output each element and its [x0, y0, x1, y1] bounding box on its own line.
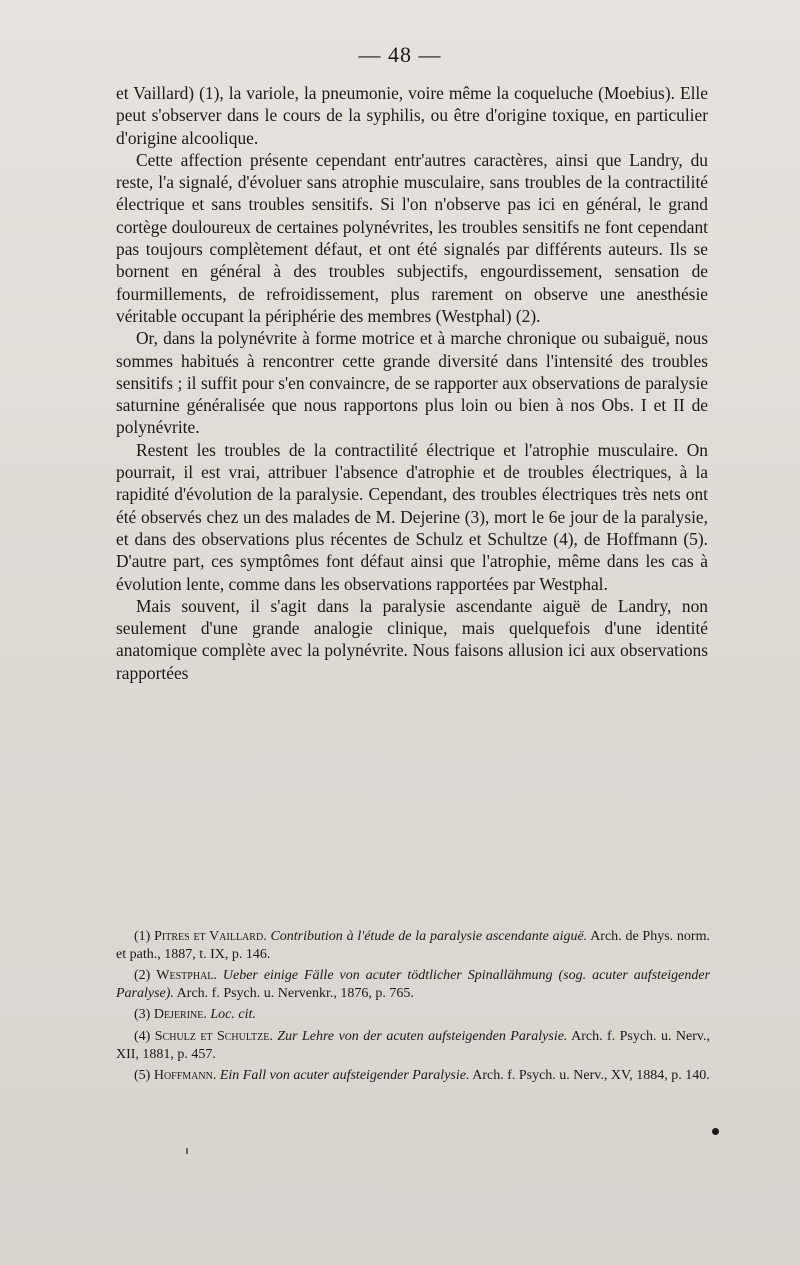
footnote-2: [116, 967, 710, 1002]
footnote-source: Arch. f. Psych. u. Nervenkr., 1876, p. 765.: [176, 985, 414, 1001]
footnote-number: (4): [134, 1028, 151, 1044]
page-number: — 48 —: [358, 42, 442, 67]
paragraph-3: Or, dans la polynévrite à forme motrice et à marche chronique ou subaiguë, nous sommes habitués à rencontrer cette grande diversité dans l'intensité des troubles sensitifs ; il suffit pour s'en convaincre, de se rapporter aux observations de paralysie saturnine généralisée que nous rapportons plus loin ou bien à nos Obs. I et II de polynévrite.: [116, 328, 708, 438]
footnote-1: [116, 928, 710, 963]
body-text: [116, 82, 708, 684]
footnote-number: (3): [134, 1007, 151, 1023]
footnote-author: Dejerine.: [153, 1007, 207, 1023]
ink-spot: [712, 1128, 719, 1135]
footnote-author: Westphal.: [156, 968, 217, 984]
footnote-source: Arch. de Phys. norm. et path., 1887, t. IX, p. 146.: [116, 929, 710, 962]
footnotes: [116, 928, 710, 1089]
footnote-number: (1): [134, 929, 151, 944]
footnote-number: (5): [134, 1068, 151, 1084]
footnote-title: Contribution à l'étude de la paralysie ascendante aiguë.: [270, 929, 588, 944]
footnote-source: Arch. f. Psych. u. Nerv., XII, 1881, p. 457.: [116, 1028, 711, 1062]
paragraph-2: Cette affection présente cependant entr'autres caractères, ainsi que Landry, du reste, l'a signalé, d'évoluer sans atrophie musculaire, sans troubles de la contractilité électrique et sans troubles sensitifs. Si l'on n'observe pas ici en général, le grand cortège douloureux de certaines polynévrites, les troubles sensitifs ne font cependant pas toujours complètement défaut, et ont été signalés par différents auteurs. Ils se bornent en général à des troubles subjectifs, engourdissement, sensation de fourmillements, de refroidissement, plus rarement on observe une anesthésie véritable occupant la périphérie des membres (Westphal) (2).: [116, 149, 708, 326]
footnote-source: Arch. f. Psych. u. Nerv., XV, 1884, p. 140.: [472, 1068, 710, 1084]
paragraph-5: Mais souvent, il s'agit dans la paralysie ascendante aiguë de Landry, non seulement d'une grande analogie clinique, mais quelquefois d'une identité anatomique complète avec la polynévrite. Nous faisons allusion ici aux observations rapportées: [116, 595, 708, 683]
footnote-title: Loc. cit.: [210, 1007, 256, 1023]
footnote-title: Zur Lehre von der acuten aufsteigenden Paralysie.: [277, 1028, 568, 1044]
footnote-author: Pitres et Vaillard.: [154, 929, 267, 944]
footnote-number: (2): [134, 968, 151, 984]
footnote-title: Ueber einige Fälle von acuter tödtlicher Spinallähmung (sog. acuter aufsteigender Paralyse).: [116, 968, 711, 1001]
footnote-5: [116, 1067, 710, 1085]
paragraph-1: et Vaillard) (1), la variole, la pneumonie, voire même la coqueluche (Moebius). Elle peut s'observer dans le cours de la syphilis, ou être d'origine toxique, en particulier d'origine alcoolique.: [116, 83, 708, 148]
ink-mark: [186, 1148, 188, 1154]
footnote-title: Ein Fall von acuter aufsteigender Paralysie.: [219, 1068, 470, 1084]
footnote-author: Hoffmann.: [153, 1068, 217, 1084]
paragraph-4: Restent les troubles de la contractilité électrique et l'atrophie musculaire. On pourrait, il est vrai, attribuer l'absence d'atrophie et de troubles électriques, à la rapidité d'évolution de la paralysie. Cependant, des troubles électriques très nets ont été observés chez un des malades de M. Dejerine (3), mort le 6e jour de la paralysie, et dans des observations plus récentes de Schulz et Schultze (4), de Hoffmann (5). D'autre part, ces symptômes font défaut ainsi que l'atrophie, même dans les cas à évolution lente, comme dans les observations rapportées par Westphal.: [116, 439, 708, 594]
footnote-3: [116, 1006, 710, 1024]
footnote-4: [116, 1028, 710, 1063]
footnote-author: Schulz et Schultze.: [154, 1028, 273, 1044]
